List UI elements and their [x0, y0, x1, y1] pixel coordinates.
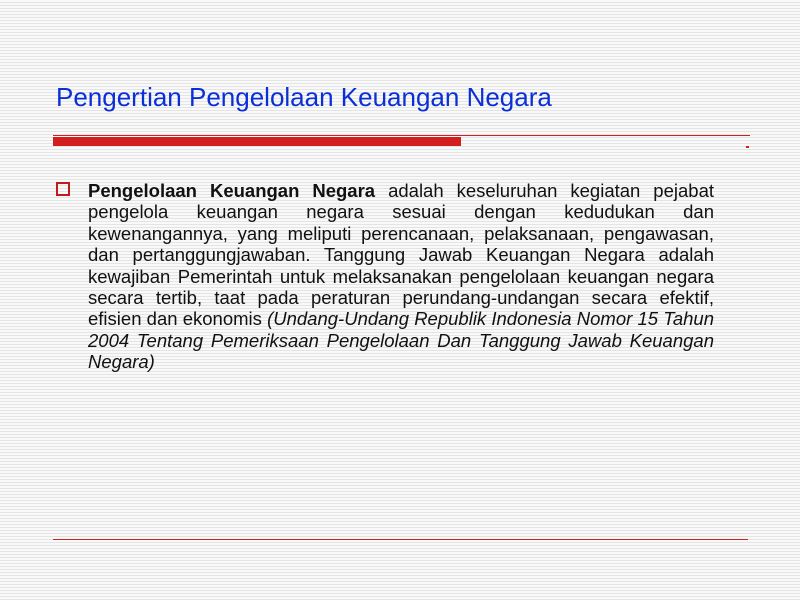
title-underline-thick [53, 137, 461, 146]
slide-title: Pengertian Pengelolaan Keuangan Negara [56, 82, 552, 112]
title-underline-thin [53, 135, 750, 136]
body-definition-text: adalah keseluruhan kegiatan pejabat pengelola keuangan negara sesuai dengan kedudukan dan kewenangannya, yang meliputi perencanaan, pelaksanaan, pengawasan, dan pertanggungjawaban. Tanggung Jawab Keuangan Negara adalah kewajiban Pemerintah untuk melaksanakan pengelolaan keuangan negara secara tertib, taat pada peraturan perundang-undangan secara efektif, efisien dan ekonomis [88, 180, 714, 330]
hollow-square-bullet-icon [56, 182, 70, 196]
footer-divider [53, 539, 748, 540]
body-lead-term: Pengelolaan Keuangan Negara [88, 180, 376, 201]
title-underline-end-mark [746, 146, 749, 148]
body-paragraph [88, 180, 714, 373]
body-legal-reference: (Undang-Undang Republik Indonesia Nomor 15 Tahun 2004 Tentang Pemeriksaan Pengelolaan Dan Tanggung Jawab Keuangan Negara) [88, 308, 714, 373]
